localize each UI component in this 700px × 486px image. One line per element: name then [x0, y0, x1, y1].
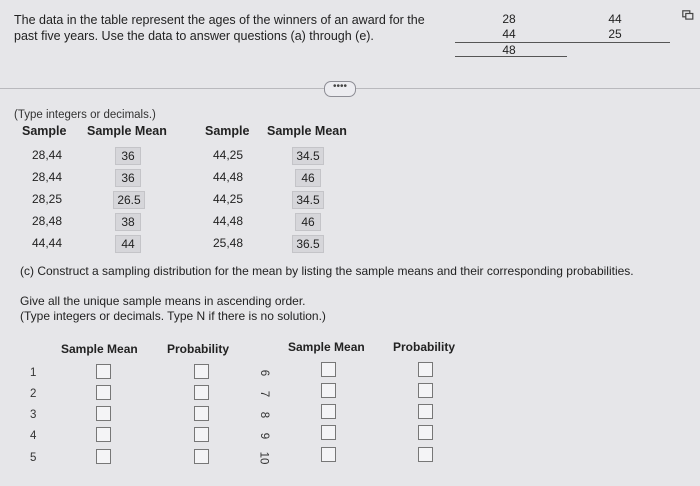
- instruction-line: (Type integers or decimals. Type N if there is no solution.): [20, 309, 326, 323]
- sample-mean-answer[interactable]: 36: [115, 147, 141, 165]
- row-number: 1: [30, 367, 37, 379]
- header-sample-mean: Sample Mean: [267, 124, 347, 138]
- row-number: 6: [258, 369, 271, 377]
- answer-header-sample-mean: Sample Mean: [61, 342, 138, 356]
- sample-cell: 25,48: [213, 236, 244, 250]
- sample-mean-input[interactable]: [321, 447, 336, 462]
- table-rule: [455, 42, 670, 43]
- row-number: 4: [30, 430, 37, 442]
- data-col-1-value: 48: [502, 43, 516, 57]
- sample-cell: 44,48: [213, 170, 244, 184]
- sample-cell: 44,25: [213, 148, 244, 162]
- answer-header-sample-mean: Sample Mean: [288, 340, 365, 354]
- probability-input[interactable]: [418, 425, 433, 440]
- answer-header-probability: Probability: [167, 342, 230, 356]
- probability-input[interactable]: [194, 385, 209, 400]
- data-col-2-value: 44: [608, 12, 622, 26]
- sample-mean-input[interactable]: [321, 383, 336, 398]
- header-sample-mean: Sample Mean: [87, 124, 167, 138]
- data-col-1-value: 44: [502, 27, 516, 41]
- row-number: 5: [30, 452, 37, 464]
- row-number: 2: [30, 388, 37, 400]
- sample-mean-answer[interactable]: 46: [295, 169, 321, 187]
- sample-mean-answer[interactable]: 36: [115, 169, 141, 187]
- table-rule: [455, 56, 567, 57]
- sample-cell: 28,48: [32, 214, 63, 228]
- sample-cell: 28,44: [32, 148, 63, 162]
- sample-mean-answer[interactable]: 44: [115, 235, 141, 253]
- row-number: 9: [258, 432, 271, 440]
- probability-input[interactable]: [194, 427, 209, 442]
- probability-input[interactable]: [418, 447, 433, 462]
- sample-mean-input[interactable]: [96, 406, 111, 421]
- sample-mean-answer[interactable]: 36.5: [292, 235, 324, 253]
- instructions: [20, 294, 326, 324]
- sample-mean-input[interactable]: [321, 362, 336, 377]
- problem-intro: The data in the table represent the ages of the winners of an award for the past five years. Use the data to answer questions (a) through (e).: [14, 13, 425, 43]
- probability-input[interactable]: [418, 383, 433, 398]
- part-c-question: (c) Construct a sampling distribution for the mean by listing the sample means and their corresponding probabilities.: [20, 264, 634, 278]
- sample-mean-input[interactable]: [321, 425, 336, 440]
- sample-mean-input[interactable]: [321, 404, 336, 419]
- instruction-line: Give all the unique sample means in ascending order.: [20, 294, 306, 308]
- probability-input[interactable]: [194, 364, 209, 379]
- row-number: 7: [258, 390, 271, 398]
- sample-cell: 44,48: [213, 214, 244, 228]
- sample-mean-answer[interactable]: 46: [295, 213, 321, 231]
- data-col-1-value: 28: [502, 12, 516, 26]
- row-number: 8: [258, 411, 271, 419]
- probability-input[interactable]: [418, 362, 433, 377]
- sample-mean-answer[interactable]: 34.5: [292, 191, 324, 209]
- sample-mean-input[interactable]: [96, 364, 111, 379]
- row-number: 3: [30, 409, 37, 421]
- sample-mean-input[interactable]: [96, 449, 111, 464]
- sample-mean-answer[interactable]: 26.5: [113, 191, 145, 209]
- expand-more-button[interactable]: ••••: [324, 81, 356, 97]
- answer-header-probability: Probability: [393, 340, 456, 354]
- sample-mean-input[interactable]: [96, 427, 111, 442]
- sample-mean-answer[interactable]: 38: [115, 213, 141, 231]
- probability-input[interactable]: [194, 406, 209, 421]
- sample-cell: 28,44: [32, 170, 63, 184]
- type-note: (Type integers or decimals.): [14, 109, 156, 121]
- sample-mean-input[interactable]: [96, 385, 111, 400]
- probability-input[interactable]: [418, 404, 433, 419]
- data-col-2-value: 25: [608, 27, 622, 41]
- sample-mean-answer[interactable]: 34.5: [292, 147, 324, 165]
- header-sample: Sample: [22, 124, 67, 138]
- header-sample: Sample: [205, 124, 250, 138]
- sample-cell: 28,25: [32, 192, 63, 206]
- sample-cell: 44,25: [213, 192, 244, 206]
- probability-input[interactable]: [194, 449, 209, 464]
- copy-icon[interactable]: [682, 10, 694, 20]
- sample-cell: 44,44: [32, 236, 63, 250]
- row-number: 10: [257, 451, 270, 465]
